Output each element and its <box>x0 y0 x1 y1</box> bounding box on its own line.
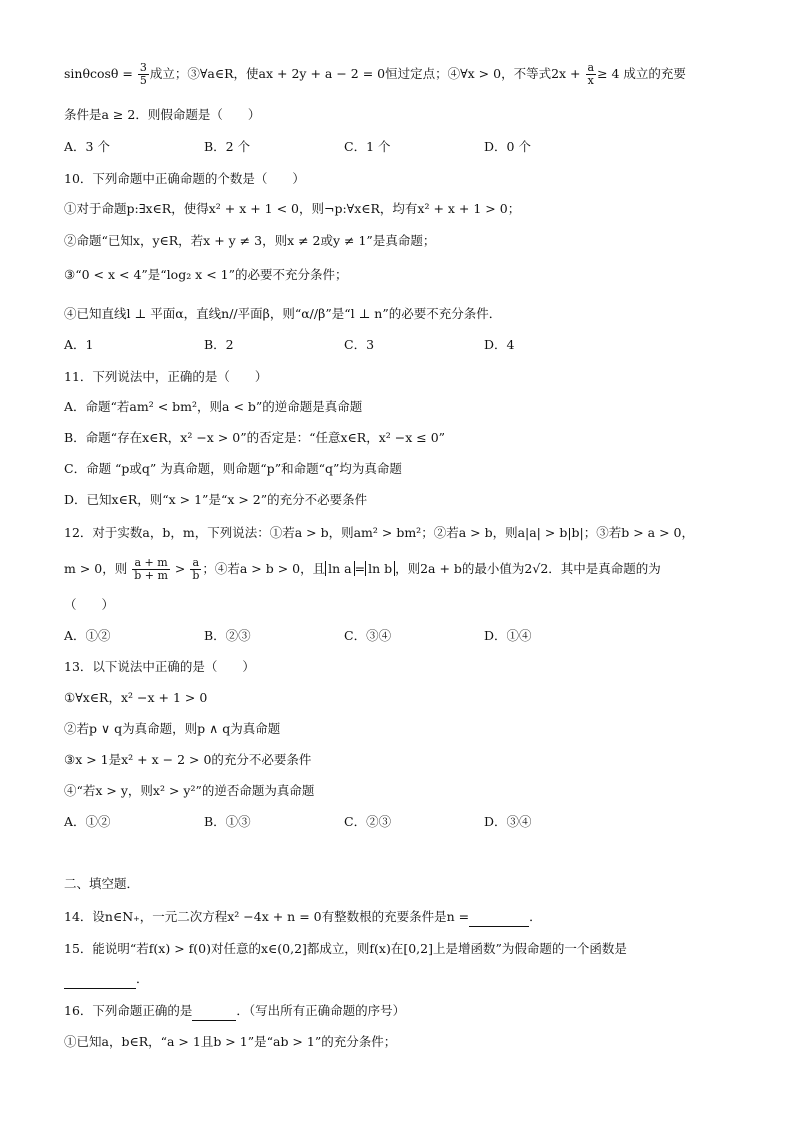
q15-answer-blank[interactable] <box>64 970 136 989</box>
abs-ln-b: ln b <box>365 561 395 576</box>
q12-line3: （ ） <box>64 597 115 612</box>
q13-option-b: B．①③ <box>204 814 251 829</box>
q11-option-b: B．命题“存在x∈R，x² −x > 0”的否定是：“任意x∈R，x² −x ≤ 0” <box>64 430 446 445</box>
q13-statement-1: ①∀x∈R，x² −x + 1 > 0 <box>64 690 208 705</box>
q15: 15．能说明“若f(x) > f(0)对任意的x∈(0,2]都成立，则f(x)在[0,2]上是增函数”为假命题的一个函数是 <box>64 941 627 956</box>
q11-stem: 11．下列说法中，正确的是（ ） <box>64 369 268 384</box>
fraction-a-x: $\frac{a}{x}$ <box>587 61 595 87</box>
fraction-3-5: $\frac{3}{5}$ <box>139 61 147 87</box>
q9-option-c: C．1 个 <box>344 139 391 154</box>
q13-option-a: A．①② <box>64 814 111 829</box>
q14-answer-blank[interactable] <box>469 908 529 927</box>
q16-statement-1: ①已知a，b∈R，“a > 1且b > 1”是“ab > 1”的充分条件； <box>64 1034 397 1049</box>
q13-option-d: D．③④ <box>484 814 532 829</box>
q9-option-b: B．2 个 <box>204 139 251 154</box>
abs-ln-a: ln a <box>325 561 354 576</box>
q14: 14．设n∈N₊，一元二次方程x² −4x + n = 0有整数根的充要条件是n = ． <box>64 908 542 927</box>
q10-statement-1: ①对于命题p:∃x∈R，使得x² + x + 1 < 0，则¬p:∀x∈R，均有x² + x + 1 > 0； <box>64 201 521 216</box>
q10-option-b: B．2 <box>204 337 234 352</box>
q13-statement-4: ④“若x > y，则x² > y²”的逆否命题为真命题 <box>64 783 315 798</box>
q12-option-c: C．③④ <box>344 628 392 643</box>
q10-statement-4: ④已知直线l ⊥ 平面α，直线n//平面β，则“α//β”是“l ⊥ n”的必要不充分条件． <box>64 306 502 321</box>
q11-option-d: D．已知x∈R，则“x > 1”是“x > 2”的充分不必要条件 <box>64 492 368 507</box>
q15-continuation: ． <box>64 970 149 989</box>
q10-statement-3: ③“0 < x < 4”是“log₂ x < 1”的必要不充分条件； <box>64 267 348 282</box>
q16-answer-blank[interactable] <box>192 1002 236 1021</box>
q12-option-d: D．①④ <box>484 628 532 643</box>
fraction-am-bm: $\frac{a + m}{b + m}$ <box>134 556 168 582</box>
q13-statement-2: ②若p ∨ q为真命题，则p ∧ q为真命题 <box>64 721 281 736</box>
q12-line1: 12．对于实数a，b，m，下列说法：①若a > b，则am² > bm²；②若a > b，则a|a| > b|b|；③若b > a > 0， <box>64 525 694 540</box>
q10-option-a: A．1 <box>64 337 94 352</box>
q9-option-d: D．0 个 <box>484 139 531 154</box>
q10-stem: 10．下列命题中正确命题的个数是（ ） <box>64 171 305 186</box>
q9-statement-line1: sinθcosθ = $\frac{3}{5}$ 成立；③∀a∈R，使ax + 2y + a − 2 = 0恒过定点；④∀x > 0，不等式2x + $\frac{a}{x}$ ≥ 4 成立的充要 <box>64 61 686 87</box>
q12-option-b: B．②③ <box>204 628 251 643</box>
q10-statement-2: ②命题“已知x，y∈R，若x + y ≠ 3，则x ≠ 2或y ≠ 1”是真命题； <box>64 233 436 248</box>
section-heading: 二、填空题． <box>64 876 140 891</box>
q16: 16．下列命题正确的是 ．（写出所有正确命题的序号） <box>64 1002 405 1021</box>
q12-line2: m > 0，则 $\frac{a + m}{b + m}$ > $\frac{a}{b}$ ；④若a > b > 0，且 ln a = ln b ，则2a + b的最小值为2√2．其中是真命题的为 <box>64 556 661 582</box>
q13-stem: 13．以下说法中正确的是（ ） <box>64 659 255 674</box>
q13-option-c: C．②③ <box>344 814 392 829</box>
q13-statement-3: ③x > 1是x² + x − 2 > 0的充分不必要条件 <box>64 752 312 767</box>
q9-option-a: A．3 个 <box>64 139 110 154</box>
q10-option-c: C．3 <box>344 337 375 352</box>
q10-option-d: D．4 <box>484 337 515 352</box>
q11-option-c: C．命题 “p或q” 为真命题，则命题“p”和命题“q”均为真命题 <box>64 461 402 476</box>
q11-option-a: A．命题“若am² < bm²，则a < b”的逆命题是真命题 <box>64 399 363 414</box>
q12-option-a: A．①② <box>64 628 111 643</box>
q9-statement-line2: 条件是a ≥ 2．则假命题是（ ） <box>64 107 261 122</box>
fraction-a-b: $\frac{a}{b}$ <box>192 556 200 582</box>
